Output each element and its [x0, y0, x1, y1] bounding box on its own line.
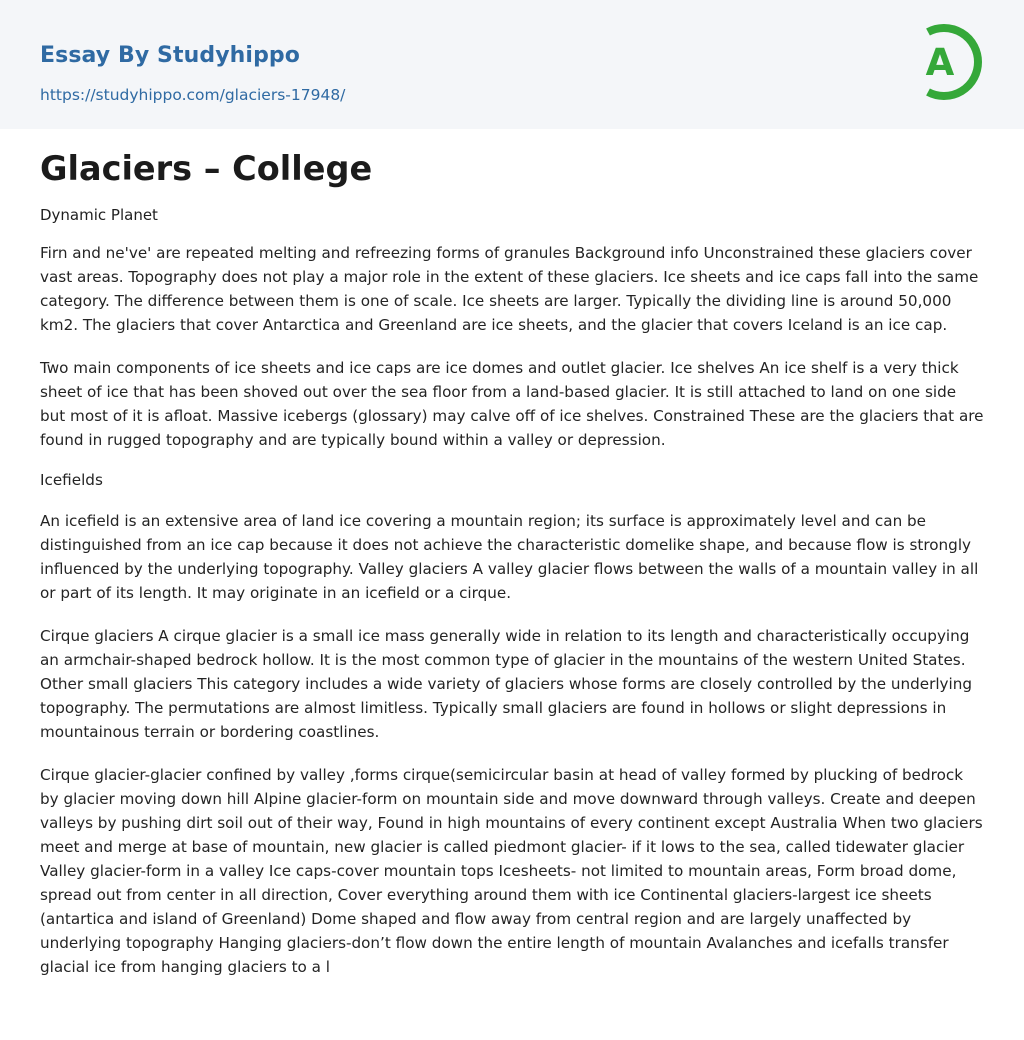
page-url-link[interactable]: https://studyhippo.com/glaciers-17948/ — [40, 86, 346, 104]
brand-title: Essay By Studyhippo — [40, 43, 300, 68]
paragraph-5: Cirque glacier-glacier confined by valley ,forms cirque(semicircular basin at head of valley formed by plucking of bedrock by glacier moving down hill Alpine glacier-form on mountain side and move downward through valleys. Create and deepen valleys by pushing dirt soil out of their way, Found in high mountains of every continent except Australia When two glaciers meet and merge at base of mountain, new glacier is called piedmont glacier- if it lows to the sea, called tidewater glacier Valley glacier-form in a valley Ice caps-cover mountain tops Icesheets- not limited to mountain areas, Form broad dome, spread out from center in all direction, Cover everything around them with ice Continental glaciers-largest ice sheets (antartica and island of Greenland) Dome shaped and flow away from central region and are largely unaffected by underlying topography Hanging glaciers-don’t flow down the entire length of mountain Avalanches and icefalls transfer glacial ice from hanging glaciers to a l — [40, 766, 983, 976]
logo-letter: A — [925, 41, 955, 84]
paragraph-2: Two main components of ice sheets and ice caps are ice domes and outlet glacier. Ice shelves An ice shelf is a very thick sheet of ice that has been shoved out over the sea floor from a land-based glacier. It is still attached to land on one side but most of it is afloat. Massive icebergs (glossary) may calve off of ice shelves. Constrained These are the glaciers that are found in rugged topography and are typically bound within a valley or depression. — [40, 359, 984, 449]
studyhippo-logo-icon[interactable] — [912, 18, 986, 106]
article-subtitle: Dynamic Planet — [40, 206, 158, 224]
page-title: Glaciers – College — [40, 149, 373, 188]
section-heading-icefields: Icefields — [40, 471, 103, 489]
paragraph-1: Firn and ne've' are repeated melting and refreezing forms of granules Background info Unconstrained these glaciers cover vast areas. Topography does not play a major role in the extent of these glaciers. Ice sheets and ice caps fall into the same category. The difference between them is one of scale. Ice sheets are larger. Typically the dividing line is around 50,000 km2. The glaciers that cover Antarctica and Greenland are ice sheets, and the glacier that covers Iceland is an ice cap. — [40, 244, 979, 334]
site-header — [0, 0, 1024, 129]
paragraph-4: Cirque glaciers A cirque glacier is a small ice mass generally wide in relation to its length and characteristically occupying an armchair-shaped bedrock hollow. It is the most common type of glacier in the mountains of the western United States. Other small glaciers This category includes a wide variety of glaciers whose forms are closely controlled by the underlying topography. The permutations are almost limitless. Typically small glaciers are found in hollows or slight depressions in mountainous terrain or bordering coastlines. — [40, 627, 973, 741]
paragraph-3: An icefield is an extensive area of land ice covering a mountain region; its surface is approximately level and can be distinguished from an ice cap because it does not achieve the characteristic domelike shape, and because flow is strongly influenced by the underlying topography. Valley glaciers A valley glacier flows between the walls of a mountain valley in all or part of its length. It may originate in an icefield or a cirque. — [40, 512, 979, 602]
article-body — [0, 129, 1024, 979]
